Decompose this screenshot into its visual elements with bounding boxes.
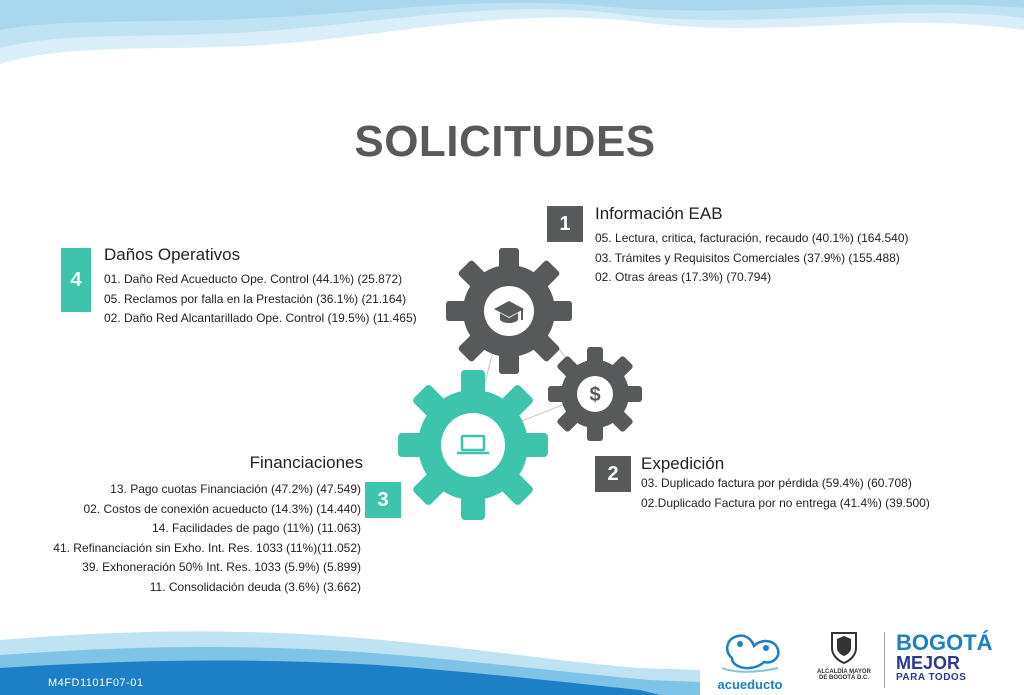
list-item: 05. Reclamos por falla en la Prestación (36.1%) (21.164) — [104, 291, 407, 306]
alcaldia-line2: DE BOGOTÁ D.C. — [818, 675, 869, 681]
acueducto-wordmark: acueducto — [717, 677, 783, 692]
list-item: 02.Duplicado Factura por no entrega (41.4%) (39.500) — [641, 495, 930, 510]
bogota-mejor: MEJOR — [896, 653, 961, 673]
list-item: 13. Pago cuotas Financiación (47.2%) (47.549) — [110, 482, 361, 496]
section-heading-expedicion: Expedición — [641, 454, 725, 473]
bogota-accent: TÁ — [963, 630, 993, 655]
gear-large — [398, 370, 548, 520]
section-lines-danos — [104, 270, 417, 329]
list-item: 03. Trámites y Requisitos Comerciales (37.9%) (155.488) — [595, 250, 900, 265]
section-lines-expedicion — [641, 474, 930, 513]
section-heading-financiaciones: Financiaciones — [249, 453, 363, 472]
section-lines-informacion — [595, 229, 909, 288]
list-item: 14. Facilidades de pago (11%) (11.063) — [151, 521, 361, 535]
frog-icon — [712, 628, 788, 674]
list-item: 41. Refinanciación sin Exho. Int. Res. 1033 (11%)(11.052) — [53, 540, 361, 555]
page-title: SOLICITUDES — [354, 117, 656, 166]
list-item: 03. Duplicado factura por pérdida (59.4%) (60.708) — [641, 476, 912, 490]
bogota-logo — [896, 632, 996, 690]
gear-small — [548, 347, 642, 441]
bogota-para-todos: PARA TODOS — [896, 672, 967, 683]
alcaldia-line1: ALCALDÍA MAYOR — [817, 669, 871, 675]
document-code: M4FD1101F07-01 — [48, 677, 144, 689]
list-item: 02. Daño Red Alcantarillado Ope. Control (19.5%) (11.465) — [104, 311, 417, 325]
list-item: 05. Lectura, critica, facturación, recaudo (40.1%) (164.540) — [595, 231, 909, 245]
list-item: 39. Exhoneración 50% Int. Res. 1033 (5.9%) (5.899) — [82, 560, 361, 574]
list-item: 01. Daño Red Acueducto Ope. Control (44.1%) (25.872) — [104, 272, 403, 286]
list-item: 11. Consolidación deuda (3.6%) (3.662) — [149, 579, 361, 594]
logo-divider — [884, 632, 885, 688]
list-item: 02. Costos de conexión acueducto (14.3%) (14.440) — [83, 501, 361, 516]
section-number-2: 2 — [595, 456, 631, 492]
bogota-prefix: BOGO — [896, 630, 964, 655]
acueducto-logo — [712, 628, 788, 692]
section-lines-financiaciones — [20, 480, 361, 597]
coat-of-arms-icon — [829, 630, 859, 664]
alcaldia-logo — [812, 630, 876, 688]
section-heading-informacion: Información EAB — [595, 204, 723, 223]
section-number-4: 4 — [61, 248, 91, 312]
section-number-1: 1 — [547, 206, 583, 242]
list-item: 02. Otras áreas (17.3%) (70.794) — [595, 270, 772, 284]
dollar-icon: $ — [589, 384, 601, 406]
section-number-3: 3 — [365, 482, 401, 518]
section-heading-danos: Daños Operativos — [104, 245, 241, 264]
